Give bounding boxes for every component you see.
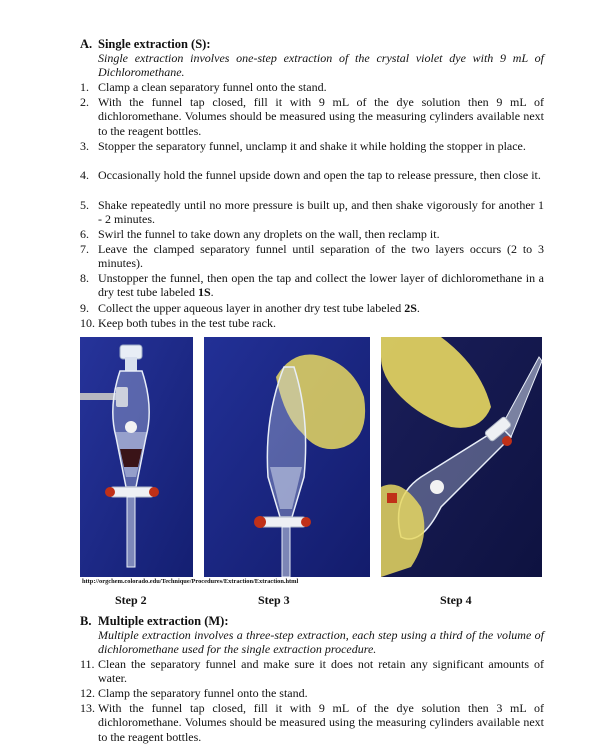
step-2 <box>80 95 544 138</box>
step-number: 6. <box>80 227 89 241</box>
step-text-part: . <box>416 301 420 315</box>
step-11 <box>80 657 544 686</box>
step-text: Clean the separatory funnel and make sure it does not retain any significant amounts of water. <box>98 657 544 686</box>
figure-source-url: http://orgchem.colorado.edu/Technique/Procedures/Extraction/Extraction.html <box>82 578 299 585</box>
funnel-shaking-illustration <box>204 337 370 577</box>
step-number: 12. <box>80 686 95 700</box>
step-number: 8. <box>80 271 89 285</box>
step-text-part: Unstopper the funnel, then open the tap and collect the lower layer of dichloromethane in a dry test tube labeled <box>98 271 544 300</box>
photo-step-4 <box>381 337 542 577</box>
step-text: Keep both tubes in the test tube rack. <box>98 316 276 330</box>
caption-step-2: Step 2 <box>115 593 147 607</box>
step-10 <box>80 316 544 330</box>
step-5 <box>80 198 544 227</box>
step-number: 13. <box>80 701 95 715</box>
caption-step-4: Step 4 <box>440 593 472 607</box>
step-number: 1. <box>80 80 89 94</box>
step-text: With the funnel tap closed, fill it with 9 mL of the dye solution then 3 mL of dichloromethane. Volumes should be measured using the measuring cylinders available next to the reagent bottles. <box>98 701 544 744</box>
section-b-title: Multiple extraction (M): <box>98 614 229 628</box>
step-text: With the funnel tap closed, fill it with 9 mL of the dye solution then 9 mL of dichloromethane. Volumes should be measured using the measuring cylinders available next to the reagent bottles. <box>98 95 544 138</box>
step-6 <box>80 227 544 241</box>
step-text: Stopper the separatory funnel, unclamp it and shake it while holding the stopper in place. <box>98 139 526 153</box>
funnel-clamped-illustration <box>80 337 193 577</box>
section-b-description: Multiple extraction involves a three-step extraction, each step using a third of the volume of dichloromethane used for the single extraction procedure. <box>98 628 544 657</box>
tube-label-2s: 2S <box>404 301 417 315</box>
step-number: 2. <box>80 95 89 109</box>
step-1 <box>80 80 544 94</box>
step-13 <box>80 701 544 744</box>
step-text: Leave the clamped separatory funnel until separation of the two layers occurs (2 to 3 minutes). <box>98 242 544 271</box>
step-text: Clamp a clean separatory funnel onto the stand. <box>98 80 327 94</box>
step-7 <box>80 242 544 271</box>
caption-step-3: Step 3 <box>258 593 290 607</box>
step-number: 5. <box>80 198 89 212</box>
step-number: 7. <box>80 242 89 256</box>
step-text: Occasionally hold the funnel upside down and open the tap to release pressure, then close it. <box>98 168 541 182</box>
section-b-letter: B. <box>80 614 92 628</box>
section-a-title: Single extraction (S): <box>98 37 211 51</box>
step-text-part: Collect the upper aqueous layer in another dry test tube labeled <box>98 301 405 315</box>
photo-step-3 <box>204 337 370 577</box>
step-4 <box>80 168 544 182</box>
step-9 <box>80 301 544 315</box>
step-text <box>98 271 544 300</box>
step-8 <box>80 271 544 300</box>
step-text: Clamp the separatory funnel onto the stand. <box>98 686 308 700</box>
funnel-venting-illustration <box>381 337 542 577</box>
step-text: Swirl the funnel to take down any droplets on the wall, then reclamp it. <box>98 227 440 241</box>
step-text <box>98 301 544 315</box>
step-number: 10. <box>80 316 95 330</box>
section-b-heading <box>80 614 229 629</box>
step-text: Shake repeatedly until no more pressure is built up, and then shake vigorously for another 1 - 2 minutes. <box>98 198 544 227</box>
section-a-heading <box>80 37 210 52</box>
section-a-letter: A. <box>80 37 93 51</box>
section-a-description: Single extraction involves one-step extraction of the crystal violet dye with 9 mL of Dichloromethane. <box>98 51 544 80</box>
step-12 <box>80 686 544 700</box>
step-number: 9. <box>80 301 89 315</box>
step-number: 11. <box>80 657 95 671</box>
photo-step-2 <box>80 337 193 577</box>
tube-label-1s: 1S <box>197 285 211 300</box>
step-number: 4. <box>80 168 89 182</box>
step-number: 3. <box>80 139 89 153</box>
step-3 <box>80 139 544 153</box>
step-text-part: . <box>210 285 214 300</box>
